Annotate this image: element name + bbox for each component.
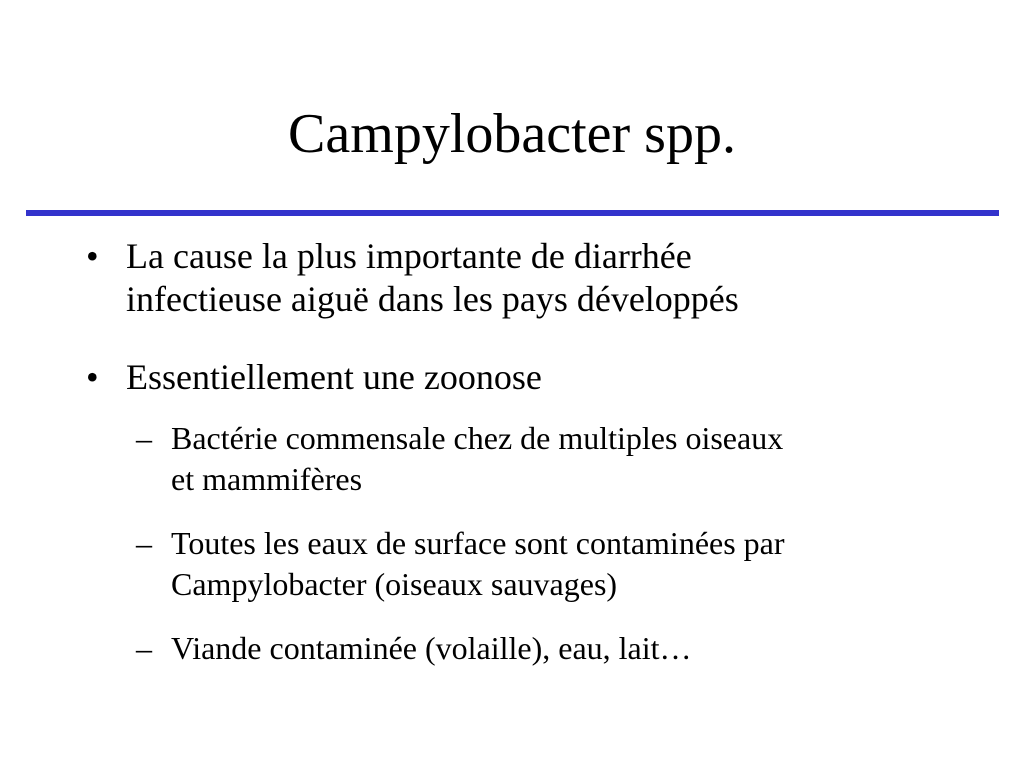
bullet-text-line: infectieuse aiguë dans les pays développés	[126, 279, 739, 319]
sub-bullet-marker: –	[136, 525, 152, 561]
sub-bullet-text-line: Bactérie commensale chez de multiples oiseaux	[171, 420, 784, 456]
bullet-marker: •	[86, 236, 99, 276]
sub-bullet-text-line: Toutes les eaux de surface sont contaminées par	[171, 525, 785, 561]
sub-bullet-text-line: Campylobacter (oiseaux sauvages)	[171, 566, 618, 602]
sub-bullet-item	[136, 523, 961, 605]
sub-bullet-item	[136, 628, 961, 669]
bullet-marker: •	[86, 357, 99, 397]
slide-title: Campylobacter spp.	[288, 103, 736, 165]
bullet-text-line: Essentiellement une zoonose	[126, 357, 542, 397]
sub-bullet-text-line: et mammifères	[171, 461, 363, 497]
bullet-item	[86, 356, 946, 399]
sub-bullet-marker: –	[136, 420, 152, 456]
bullet-text-line: La cause la plus importante de diarrhée	[126, 236, 692, 276]
sub-bullet-text-line: Viande contaminée (volaille), eau, lait…	[171, 630, 692, 666]
bullet-item	[86, 235, 946, 321]
sub-bullet-marker: –	[136, 630, 152, 666]
sub-bullet-item	[136, 418, 961, 500]
